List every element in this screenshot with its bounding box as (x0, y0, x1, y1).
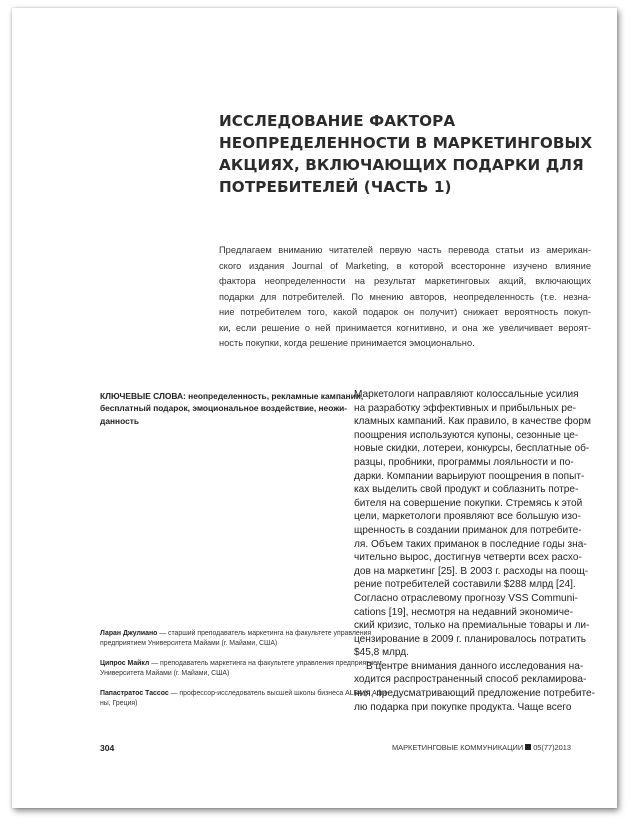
author-line (100, 689, 389, 699)
body-line: щренность в создании приманок для потребите- (354, 524, 582, 536)
body-line: cations [19], несмотря на недавний экономиче- (354, 606, 573, 618)
body-line: разцы, пробники, программы лояльности и по- (354, 456, 574, 468)
body-line: лю подарка при покупке продукта. Чаще всего (354, 701, 572, 713)
body-line: кламных кампаний. Как правило, в качестве форм (354, 416, 591, 428)
keywords-line: данность (100, 415, 140, 426)
body-line: цели, маркетологи проявляют все большую изо- (354, 511, 581, 523)
author-name: Ларан Джулиано (100, 630, 158, 637)
keywords-line: бесплатный подарок, эмоциональное воздействие, неожи- (100, 403, 348, 414)
lead-line: Предлагаем вниманию читателей первую часть перевода статьи из американ- (219, 245, 591, 255)
author-line (100, 629, 372, 639)
body-line: рение потребителей составили $288 млрд [24]. (354, 579, 576, 591)
body-line: Согласно отраслевому прогнозу VSS Communi- (354, 592, 578, 604)
square-separator-icon (525, 744, 531, 750)
body-line: ках выделить свой продукт и соблазнить потре- (354, 484, 579, 496)
body-line: цензирование в 2009 г. планировалось потратить (354, 633, 586, 645)
article-title (219, 110, 593, 198)
author-line: ны, Греция) (100, 699, 138, 707)
title-line: АКЦИЯХ, ВКЛЮЧАЮЩИХ ПОДАРКИ ДЛЯ (219, 156, 584, 174)
body-line: новые скидки, лотереи, конкурсы, бесплатные об- (354, 443, 590, 455)
title-line: ПОТРЕБИТЕЛЕЙ (ЧАСТЬ 1) (219, 178, 452, 196)
author-note (100, 659, 382, 678)
lead-line: фактора неопределенности на результат маркетинговых акций, включающих (219, 276, 591, 286)
journal-name: МАРКЕТИНГОВЫЕ КОММУНИКАЦИИ (392, 743, 524, 752)
body-line: ля. Объем таких приманок в последние годы зна- (354, 538, 587, 550)
body-line: В центре внимания данного исследования на- (366, 660, 584, 672)
author-line: Университета Майами (г. Майами, США) (100, 669, 230, 677)
body-line: дарки. Компании варьируют поощрения в попыт- (354, 470, 585, 482)
author-description: — профессор-исследователь высшей школы бизнеса ALBA (г. Афи- (168, 690, 389, 698)
title-line: ИССЛЕДОВАНИЕ ФАКТОРА (219, 112, 456, 130)
document-page (12, 8, 617, 808)
lead-line: ность покупки, когда решение принимается эмоционально. (219, 338, 475, 348)
keywords (100, 390, 364, 427)
keywords-line: КЛЮЧЕВЫЕ СЛОВА: неопределенность, рекламные кампании, (100, 391, 364, 401)
lead-line: подарки для потребителей. По мнению авторов, неопределенность (т.е. незна- (219, 291, 591, 302)
article-lead (219, 243, 591, 352)
body-line: Маркетологи направляют колоссальные усилия (354, 389, 579, 400)
author-line: предприятием Университета Майами (г. Майами, США) (100, 639, 278, 647)
lead-line: ки, если решение о ней принимается когнитивно, и она же увеличивает вероят- (219, 322, 591, 333)
body-line: дов на маркетинг [25]. В 2003 г. расходы на поощ- (354, 565, 589, 577)
body-line: на разработку эффективных и прибыльных ре- (354, 402, 576, 414)
title-line: НЕОПРЕДЕЛЕННОСТИ В МАРКЕТИНГОВЫХ (219, 134, 593, 152)
body-line: поощрения используются купоны, сезонные це- (354, 429, 579, 441)
body-line: ния, предусматривающий предложение потребите- (354, 688, 596, 700)
author-description: — преподаватель маркетинга на факультете управления предприятием (149, 660, 382, 668)
body-line: $45,8 млрд. (354, 647, 409, 659)
body-line: чительно вырос, достигнув четверти всех расхо- (354, 552, 582, 564)
author-note (100, 629, 372, 648)
body-line: бителя на совершение покупки. Стремясь к этой (354, 497, 583, 509)
author-note (100, 689, 389, 708)
author-line (100, 659, 382, 669)
article-body (354, 388, 596, 714)
issue-number: 05(77)2013 (533, 743, 571, 752)
running-footer (392, 743, 571, 752)
lead-line: ние потребителем того, какой подарок он получит) снижает вероятность покуп- (219, 307, 591, 317)
author-name: Ципрос Майкл (100, 660, 150, 668)
page-number: 304 (100, 743, 115, 753)
body-line: ский кризис, только на премиальные товары и ли- (354, 620, 590, 632)
lead-line: ского издания Journal of Marketing, в которой всесторонне изучено влияние (219, 260, 591, 271)
author-name: Папастратос Тассос (100, 690, 169, 698)
body-line: ходится распространенный способ рекламирова- (354, 674, 587, 686)
author-description: — старший преподаватель маркетинга на факультете управления (157, 630, 372, 637)
